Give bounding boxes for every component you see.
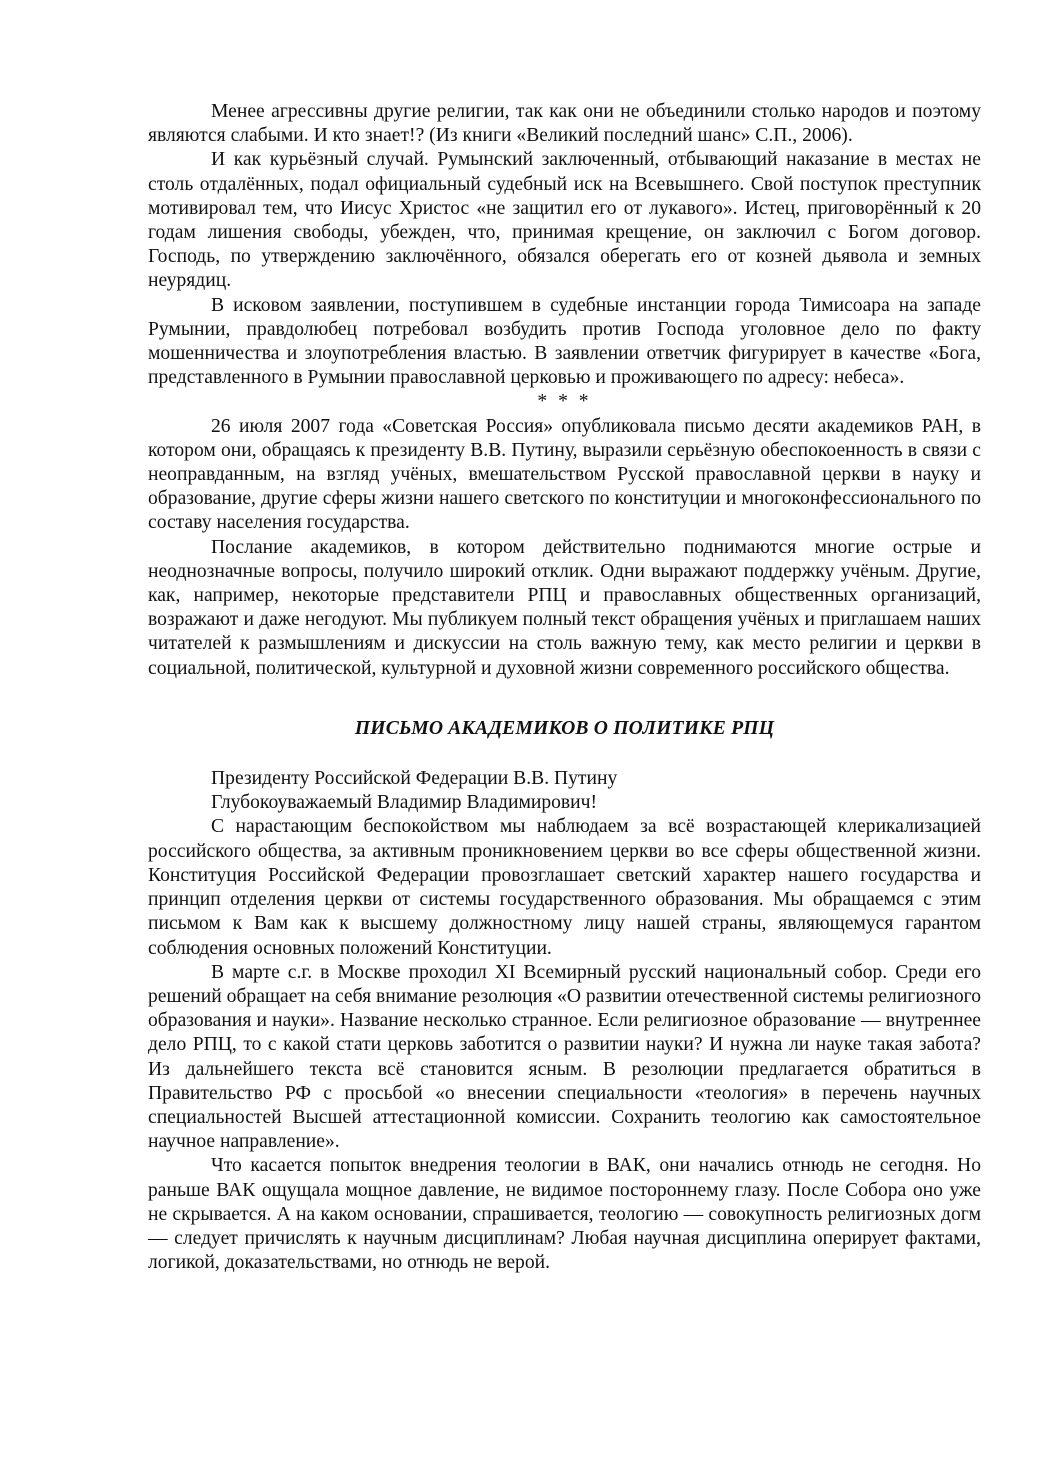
section-separator: * * *: [537, 391, 592, 413]
letter-heading: ПИСЬМО АКАДЕМИКОВ О ПОЛИТИКЕ РПЦ: [354, 717, 775, 739]
document-body: [148, 100, 981, 1275]
paragraph-romanian-prisoner: И как курьёзный случай. Румынский заключенный, отбывающий наказание в местах не столь отдалённых, подал официальный судебный иск на Всевышнего. Свой поступок преступник мотивировал тем, что Иисус Христос «не защитил его от лукавого». Истец, приговорённый к 20 годам лишения свободы, убежден, что, принимая крещение, он заключил с Богом договор. Господь, по утверждению заключённого, обязался оберегать его от козней дьявола и земных неурядиц.: [148, 149, 981, 292]
paragraph-other-religions: Менее агрессивны другие религии, так как они не объединили столько народов и поэтому являются слабыми. И кто знает!? (Из книги «Великий последний шанс» С.П., 2006).: [148, 101, 981, 147]
paragraph-clericalization: С нарастающим беспокойством мы наблюдаем за всё возрастающей клерикализацией российского общества, за активным проникновением церкви во все сферы общественной жизни. Конституция Российской Федерации провозглашает светский характер нашего государства и принцип отделения церкви от системы государственного образования. Мы обращаемся с этим письмом к Вам как к высшему должностному лицу нашей страны, являющемуся гарантом соблюдения основных положений Конституции.: [148, 816, 981, 959]
letter-salutation: Глубокоуважаемый Владимир Владимирович!: [211, 792, 598, 814]
paragraph-sovetskaya-rossiya: 26 июля 2007 года «Советская Россия» опубликовала письмо десяти академиков РАН, в котором они, обращаясь к президенту В.В. Путину, выразили серьёзную обеспокоенность в связи с неоправданным, на взгляд учёных, вмешательством Русской православной церкви в науку и образование, другие сферы жизни нашего светского по конституции и многоконфессионального по составу населения государства.: [148, 415, 981, 534]
paragraph-lawsuit: В исковом заявлении, поступившем в судебные инстанции города Тимисоара на западе Румынии, правдолюбец потребовал возбудить против Господа уголовное дело по факту мошенничества и злоупотребления властью. В заявлении ответчик фигурирует в качестве «Бога, представленного в Румынии православной церковью и проживающего по адресу: небеса».: [148, 294, 981, 389]
paragraph-sobor-resolution: В марте с.г. в Москве проходил XI Всемирный русский национальный собор. Среди его решений обращает на себя внимание резолюция «О развитии отечественной системы религиозного образования и науки». Название несколько странное. Если религиозное образование — внутреннее дело РПЦ, то с какой стати церковь заботится о развитии науки? И нужна ли науке такая забота? Из дальнейшего текста всё становится ясным. В резолюции предлагается обратиться в Правительство РФ с просьбой «о внесении специальности «теология» в перечень научных специальностей Высшей аттестационной комиссии. Сохранить теологию как самостоятельное научное направление».: [148, 961, 981, 1153]
letter-address-line: Президенту Российской Федерации В.В. Путину: [211, 768, 618, 790]
paragraph-theology-vak: Что касается попыток внедрения теологии в ВАК, они начались отнюдь не сегодня. Но раньше ВАК ощущала мощное давление, не видимое постороннему глазу. После Собора оно уже не скрывается. А на каком основании, спрашивается, теологию — совокупность религиозных догм — следует причислять к научным дисциплинам? Любая научная дисциплина оперирует фактами, логикой, доказательствами, но отнюдь не верой.: [148, 1155, 981, 1274]
paragraph-academics-message: Послание академиков, в котором действительно поднимаются многие острые и неоднозначные вопросы, получило широкий отклик. Одни выражают поддержку учёным. Другие, как, например, некоторые представители РПЦ и православных общественных организаций, возражают и даже негодуют. Мы публикуем полный текст обращения учёных и приглашаем наших читателей к размышлениям и дискуссии на столь важную тему, как место религии и церкви в социальной, политической, культурной и духовной жизни современного российского общества.: [148, 536, 981, 679]
